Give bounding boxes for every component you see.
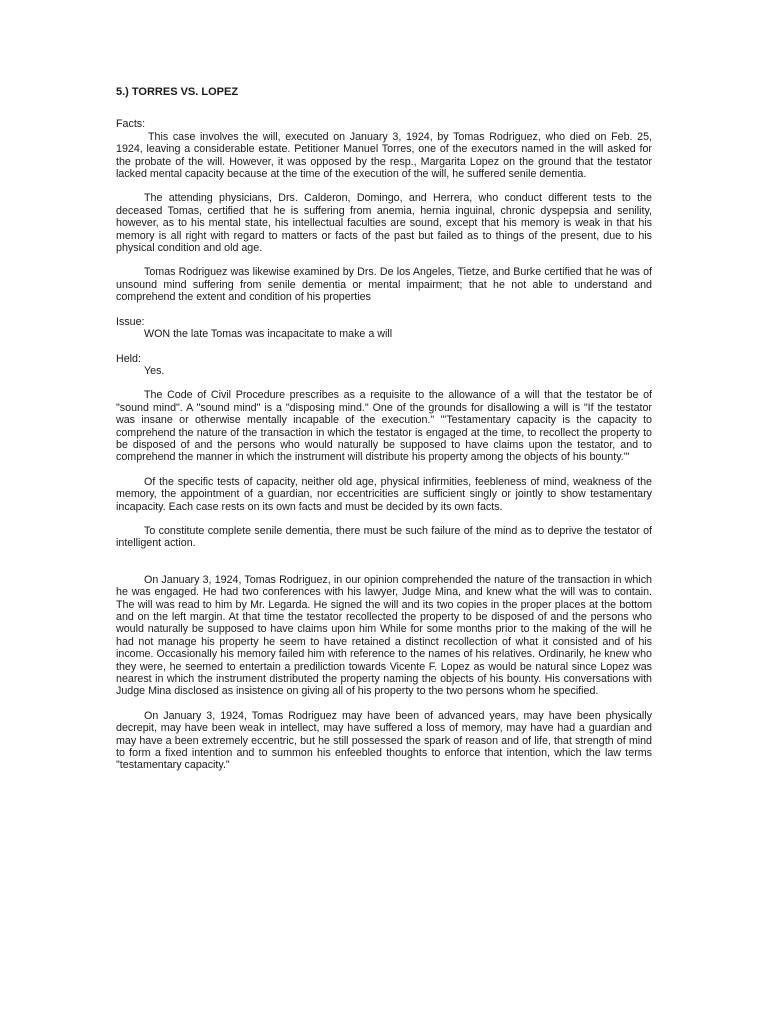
facts-label: Facts: [116, 118, 146, 131]
held-answer: Yes. [144, 364, 165, 377]
held-paragraph-2: Of the specific tests of capacity, neither old age, physical infirmities, feebleness of mind, weakness of the memory, the appointment of a guardian, nor eccentricities are sufficient singly or jointly to show testamentary incapacity. Each case rests on its own facts and must be decided by its own facts. [116, 475, 652, 513]
facts-paragraph-1: This case involves the will, executed on January 3, 1924, by Tomas Rodriguez, who died on Feb. 25, 1924, leaving a considerable estate. Petitioner Manuel Torres, one of the executors named in the will asked for the probate of the will. However, it was opposed by the resp., Margarita Lopez on the ground that the testator lacked mental capacity because at the time of the execution of the will, he suffered senile dementia. [116, 130, 652, 181]
held-label: Held: [116, 352, 141, 365]
held-paragraph-1: The Code of Civil Procedure prescribes as a requisite to the allowance of a will that the testator be of "sound mind". A "sound mind" is a "disposing mind." One of the grounds for disallowing a will is "If the testator was insane or otherwise mentally incapable of the execution." "'Testamentary capacity is the capacity to comprehend the nature of the transaction in which the testator is engaged at the time, to recollect the property to be disposed of and the persons who would naturally be supposed to have claims upon the testator, and to comprehend the manner in which the instrument will distribute his property among the objects of his bounty.'" [116, 389, 652, 464]
ruling-paragraph-2: On January 3, 1924, Tomas Rodriguez may have been of advanced years, may have been physically decrepit, may have been weak in intellect, may have suffered a loss of memory, may have had a guardian and may have a been extremely eccentric, but he still possessed the spark of reason and of life, that strength of mind to form a fixed intention and to summon his enfeebled thoughts to enforce that intention, which the law terms "testamentary capacity." [116, 709, 652, 772]
issue-text: WON the late Tomas was incapacitate to make a will [144, 328, 393, 341]
case-title: 5.) TORRES VS. LOPEZ [116, 86, 239, 98]
held-paragraph-3: To constitute complete senile dementia, there must be such failure of the mind as to deprive the testator of intelligent action. [116, 524, 652, 550]
facts-paragraph-3: Tomas Rodriguez was likewise examined by Drs. De los Angeles, Tietze, and Burke certified that he was of unsound mind suffering from senile dementia or mental impairment; that he not able to understand and comprehend the extent and condition of his properties [116, 266, 652, 304]
facts-paragraph-2: The attending physicians, Drs. Calderon, Domingo, and Herrera, who conduct different tests to the deceased Tomas, certified that he is suffering from anemia, hernia inguinal, chronic dyspepsia and senility, however, as to his mental state, his intellectual faculties are sound, except that his memory is weak in that his memory is all right with regard to matters or facts of the past but failed as to things of the present, due to his physical condition and old age. [116, 192, 652, 255]
ruling-paragraph-1: On January 3, 1924, Tomas Rodriguez, in our opinion comprehended the nature of the transaction in which he was engaged. He had two conferences with his lawyer, Judge Mina, and knew what the will was to contain. The will was read to him by Mr. Legarda. He signed the will and its two copies in the proper places at the bottom and on the left margin. At that time the testator recollected the property to be disposed of and the persons who would naturally be supposed to have claims upon him While for some months prior to the making of the will he had not manage his property he seem to have retained a distinct recollection of what it consisted and of his income. Occasionally his memory failed him with reference to the names of his relatives. Ordinarily, he knew who they were, he seemed to entertain a prediliction towards Vicente F. Lopez as would be natural since Lopez was nearest in which the instrument distributed the property naming the objects of his bounty. His conversations with Judge Mina disclosed as insistence on giving all of his property to the two persons whom he specified. [116, 573, 652, 698]
issue-label: Issue: [116, 315, 145, 328]
